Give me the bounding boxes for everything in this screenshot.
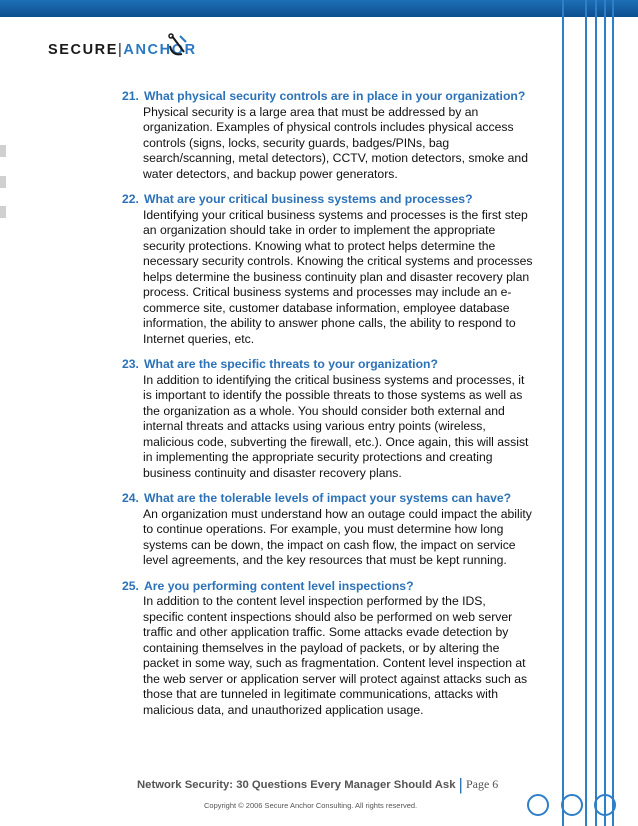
answer-text: In addition to the content level inspection performed by the IDS, specific content inspections should also be performed on web server traffic and other application traffic. Some attacks evade detection by containing themselves in the payload of packets, or by altering the packet in some way, such as fragmentation. Content level inspection at the web server or application server will protect against attacks such as those that are tunneled in legitimate communications, attacks with malicious data, and unauthorized application usage. bbox=[143, 594, 528, 717]
side-marker bbox=[0, 206, 6, 218]
footer-title: Network Security: 30 Questions Every Manager Should Ask bbox=[137, 779, 456, 791]
page-number: Page 6 bbox=[465, 777, 499, 791]
question-item bbox=[122, 89, 550, 182]
question-number: 22. bbox=[122, 192, 139, 206]
decorative-circle-icon bbox=[527, 794, 549, 816]
questions-list bbox=[122, 89, 550, 728]
question-item bbox=[122, 357, 550, 481]
side-marker bbox=[0, 176, 6, 188]
decorative-circle-icon bbox=[594, 794, 616, 816]
question-text: What physical security controls are in place in your organization? bbox=[144, 89, 526, 103]
logo-separator: | bbox=[118, 42, 124, 58]
side-marker bbox=[0, 145, 6, 157]
margin-line bbox=[585, 0, 587, 826]
question-number: 21. bbox=[122, 89, 139, 103]
question-item bbox=[122, 192, 550, 347]
anchor-icon bbox=[166, 32, 190, 60]
copyright-notice: Copyright © 2006 Secure Anchor Consulting. All rights reserved. bbox=[204, 801, 418, 810]
question-number: 25. bbox=[122, 578, 139, 593]
question-heading bbox=[122, 192, 550, 208]
margin-line bbox=[604, 0, 606, 826]
footer-separator: | bbox=[458, 775, 463, 794]
answer-text: Identifying your critical business systems and processes is the first step an organization should take in order to implement the appropriate security protections. Knowing what to protect helps determine the necessary security controls. Knowing the critical systems and processes helps determine the business continuity plan and disaster recovery plan process. Critical business systems and processes may include an e- commerce site, customer database information, employee database information, the ability to answer phone calls, the ability to respond to Internet queries, etc. bbox=[143, 207, 533, 346]
question-text: Are you performing content level inspections? bbox=[144, 578, 414, 593]
margin-line bbox=[562, 0, 564, 826]
margin-line bbox=[595, 0, 597, 826]
question-text: What are the specific threats to your organization? bbox=[144, 357, 438, 371]
answer-text: An organization must understand how an outage could impact the ability to continue operations. For example, you must determine how long systems can be down, the impact on cash flow, the impact on service level agreements, and the key resources that must be kept running. bbox=[143, 506, 532, 567]
top-banner bbox=[0, 0, 638, 17]
answer-text: In addition to identifying the critical business systems and processes, it is important to identify the possible threats to those systems as well as the organization as a whole. You should consider both external and internal threats and attacks using various entry points (wireless, malicious code, subverting the firewall, etc.). Once again, this will assist in implementing the appropriate security protections and creating business continuity and disaster recovery plans. bbox=[143, 372, 529, 480]
question-item bbox=[122, 579, 550, 719]
question-heading bbox=[122, 89, 550, 105]
question-text: What are your critical business systems and processes? bbox=[144, 192, 473, 206]
question-heading bbox=[122, 491, 550, 507]
page-footer bbox=[137, 775, 498, 795]
company-logo bbox=[48, 32, 198, 62]
question-item bbox=[122, 491, 550, 569]
logo-part-anchor: ANCHOR bbox=[123, 42, 197, 58]
margin-line bbox=[612, 0, 614, 826]
answer-text: Physical security is a large area that must be addressed by an organization. Examples of physical controls includes physical access controls (signs, locks, security guards, badges/PINs, bag search/scanning, metal detectors), CCTV, motion detectors, smoke and water detectors, and backup power generators. bbox=[143, 104, 528, 181]
decorative-circle-icon bbox=[561, 794, 583, 816]
question-heading bbox=[122, 357, 550, 373]
question-heading bbox=[122, 579, 550, 595]
question-number: 23. bbox=[122, 357, 139, 371]
question-number: 24. bbox=[122, 491, 139, 505]
question-text: What are the tolerable levels of impact your systems can have? bbox=[144, 491, 512, 505]
logo-part-secure: SECURE bbox=[48, 42, 119, 58]
